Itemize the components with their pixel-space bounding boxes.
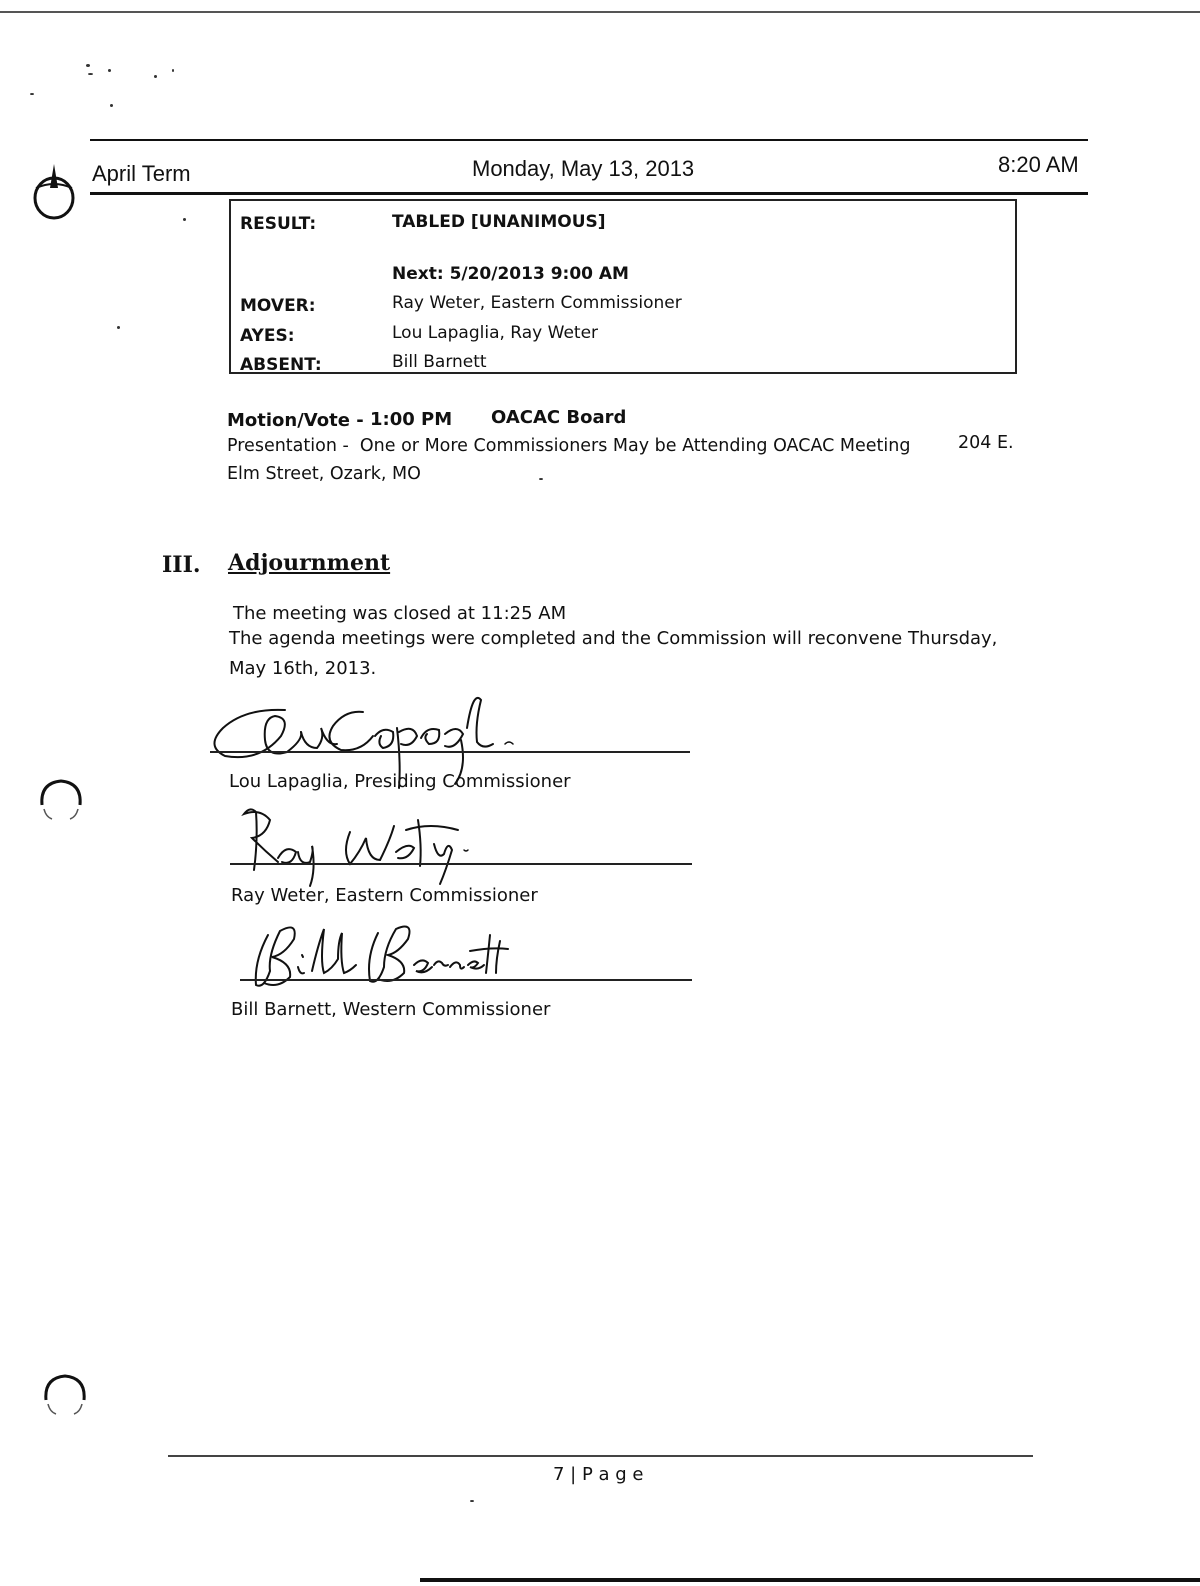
signature-line (210, 751, 690, 753)
result-label: RESULT: (240, 214, 317, 234)
absent-label: ABSENT: (240, 355, 322, 375)
scan-speck (86, 64, 90, 67)
punch-hole-icon (28, 158, 80, 224)
scan-speck (110, 104, 113, 107)
motion-title: OACAC Board (491, 407, 627, 428)
presentation-line: Presentation - One or More Commissioners May be Attending OACAC Meeting (227, 436, 911, 456)
header-top-rule (90, 139, 1088, 141)
signature-weter (230, 800, 510, 890)
bottom-edge-line (420, 1578, 1200, 1582)
top-edge-line (0, 11, 1200, 13)
result-value: TABLED [UNANIMOUS] (392, 212, 606, 232)
scan-speck (30, 93, 34, 95)
scan-speck (183, 218, 186, 221)
signatory-name-1: Lou Lapaglia, Presiding Commissioner (229, 771, 571, 792)
scan-speck (172, 69, 174, 72)
signatory-name-3: Bill Barnett, Western Commissioner (231, 999, 551, 1020)
signature-barnett (238, 915, 518, 995)
adjournment-line-3: May 16th, 2013. (229, 658, 377, 679)
adjournment-line-1: The meeting was closed at 11:25 AM (233, 603, 567, 624)
scan-speck (117, 326, 120, 329)
next-date: Next: 5/20/2013 9:00 AM (392, 264, 629, 284)
signature-line (240, 979, 692, 981)
ayes-label: AYES: (240, 326, 295, 346)
scan-speck (539, 478, 543, 480)
term-label: April Term (92, 161, 191, 186)
address-end: Elm Street, Ozark, MO (227, 464, 421, 484)
scan-speck (108, 69, 111, 72)
ayes-value: Lou Lapaglia, Ray Weter (392, 323, 599, 343)
section-number: III. (162, 552, 201, 578)
punch-hole-icon (40, 1370, 90, 1420)
absent-value: Bill Barnett (392, 352, 487, 372)
signatory-name-2: Ray Weter, Eastern Commissioner (231, 885, 538, 906)
meeting-time: 8:20 AM (998, 152, 1079, 177)
scan-speck (470, 1500, 474, 1502)
address-start: 204 E. (958, 433, 1014, 453)
section-title: Adjournment (228, 550, 391, 576)
result-box (229, 199, 1017, 374)
meeting-date: Monday, May 13, 2013 (472, 156, 695, 181)
footer-rule (168, 1455, 1033, 1457)
motion-time: 1:00 PM (370, 409, 453, 430)
scan-speck (88, 73, 93, 75)
adjournment-line-2: The agenda meetings were completed and the Commission will reconvene Thursday, (229, 628, 998, 649)
header-bottom-rule (90, 192, 1088, 195)
mover-value: Ray Weter, Eastern Commissioner (392, 293, 682, 313)
signature-line (230, 863, 692, 865)
mover-label: MOVER: (240, 296, 316, 316)
punch-hole-icon (36, 775, 86, 825)
motion-label: Motion/Vote - (227, 410, 364, 431)
scan-speck (154, 75, 157, 78)
page-number: 7 | P a g e (553, 1464, 644, 1485)
